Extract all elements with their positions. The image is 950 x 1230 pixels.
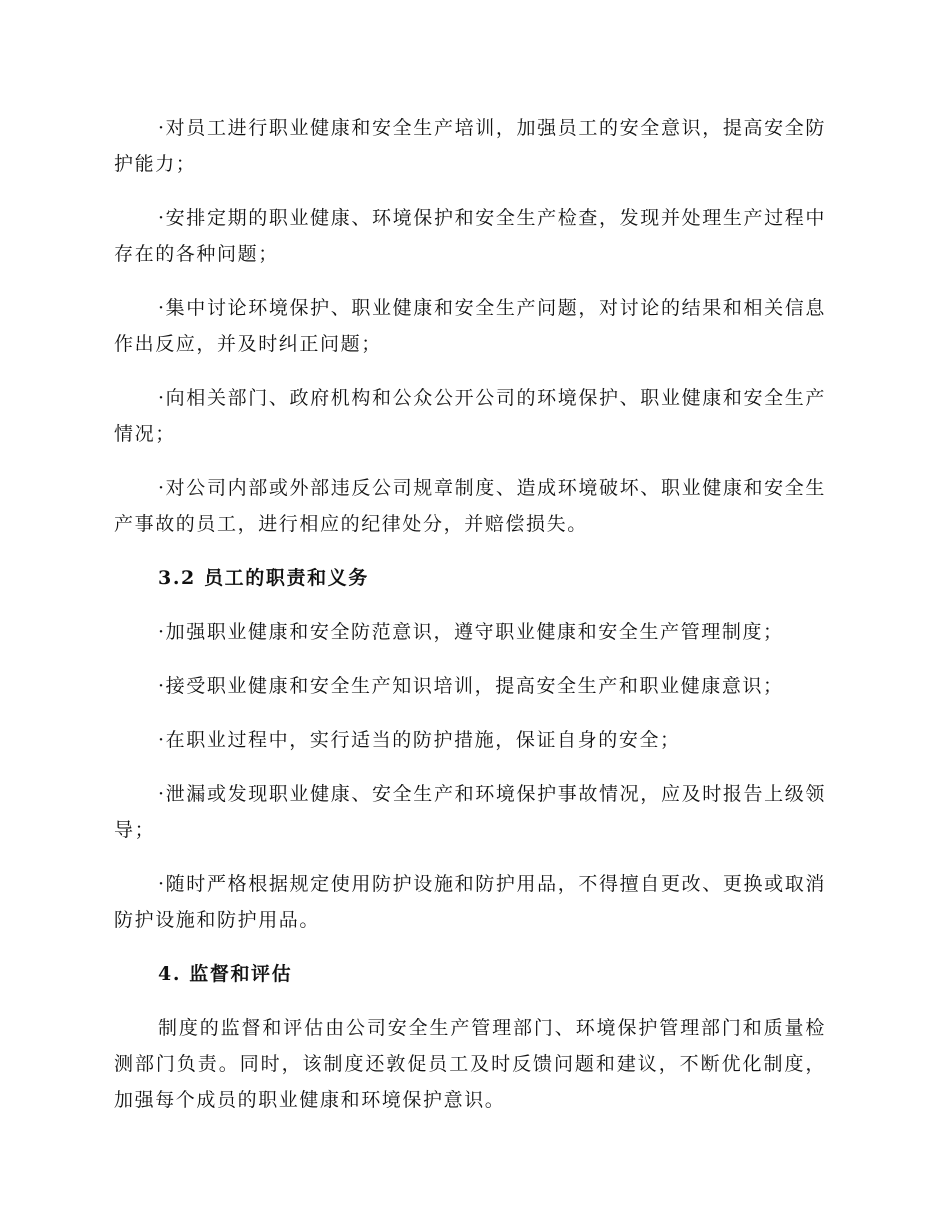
bullet-item: ·加强职业健康和安全防范意识，遵守职业健康和安全生产管理制度； [158,621,784,643]
section-heading-4: 4. 监督和评估 [158,963,293,985]
bullet-item: ·随时严格根据规定使用防护设施和防护用品，不得擅自更改、更换或取消防护设施和防护用品。 [114,873,826,931]
bullet-item: ·集中讨论环境保护、职业健康和安全生产问题，对讨论的结果和相关信息作出反应，并及时纠正问题； [114,297,826,355]
bullet-item: ·对公司内部或外部违反公司规章制度、造成环境破坏、职业健康和安全生产事故的员工，进行相应的纪律处分，并赔偿损失。 [114,477,826,535]
section-heading-3-2: 3.2 员工的职责和义务 [158,567,369,589]
bullet-item: ·对员工进行职业健康和安全生产培训，加强员工的安全意识，提高安全防护能力； [114,117,826,175]
bullet-item: ·向相关部门、政府机构和公众公开公司的环境保护、职业健康和安全生产情况； [114,387,826,445]
bullet-item: ·泄漏或发现职业健康、安全生产和环境保护事故情况，应及时报告上级领导； [114,783,826,841]
bullet-item: ·安排定期的职业健康、环境保护和安全生产检查，发现并处理生产过程中存在的各种问题； [114,207,826,265]
bullet-item: ·在职业过程中，实行适当的防护措施，保证自身的安全； [158,729,681,751]
document-content [114,110,826,1136]
section-4-paragraph: 制度的监督和评估由公司安全生产管理部门、环境保护管理部门和质量检测部门负责。同时，该制度还敦促员工及时反馈问题和建议，不断优化制度，加强每个成员的职业健康和环境保护意识。 [114,1017,826,1111]
bullet-item: ·接受职业健康和安全生产知识培训，提高安全生产和职业健康意识； [158,675,784,697]
